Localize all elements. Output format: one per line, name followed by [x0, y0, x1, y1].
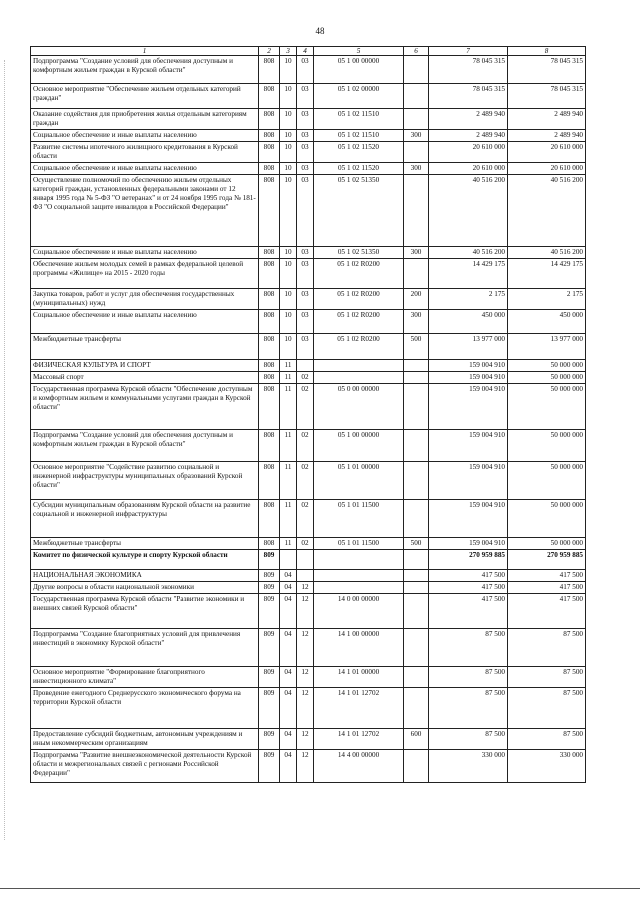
row-podrazdel: 03 [297, 259, 314, 289]
row-glava: 808 [259, 109, 280, 130]
header-cell: 6 [404, 47, 429, 56]
row-expense-type: 300 [404, 163, 429, 175]
row-expense-type [404, 175, 429, 247]
row-sum-2018: 78 045 315 [508, 84, 586, 109]
row-razdel: 10 [280, 163, 297, 175]
row-sum-2017: 159 004 910 [429, 372, 508, 384]
row-sum-2018: 40 516 200 [508, 175, 586, 247]
row-glava: 808 [259, 142, 280, 163]
row-sum-2018: 450 000 [508, 310, 586, 334]
table-row [31, 109, 586, 130]
row-podrazdel [297, 570, 314, 582]
row-expense-type [404, 372, 429, 384]
table-row [31, 430, 586, 462]
row-podrazdel: 03 [297, 130, 314, 142]
row-razdel: 10 [280, 84, 297, 109]
row-glava: 809 [259, 570, 280, 582]
row-sum-2017: 159 004 910 [429, 360, 508, 372]
row-razdel: 04 [280, 629, 297, 667]
row-name: Подпрограмма "Создание условий для обеспечения доступным и комфортным жильем граждан в Курской области" [31, 430, 259, 462]
row-target-article: 05 0 00 00000 [314, 384, 404, 430]
row-name: Государственная программа Курской области "Развитие экономики и внешних связей Курской области" [31, 594, 259, 629]
row-target-article: 14 1 01 12702 [314, 729, 404, 750]
row-sum-2017: 87 500 [429, 729, 508, 750]
row-razdel: 04 [280, 750, 297, 783]
row-name: Закупка товаров, работ и услуг для обеспечения государственных (муниципальных) нужд [31, 289, 259, 310]
row-sum-2017: 87 500 [429, 688, 508, 729]
row-target-article: 05 1 02 11510 [314, 130, 404, 142]
row-sum-2017: 87 500 [429, 667, 508, 688]
row-expense-type: 300 [404, 310, 429, 334]
table-row [31, 175, 586, 247]
row-razdel: 11 [280, 500, 297, 538]
row-glava: 808 [259, 430, 280, 462]
row-glava: 808 [259, 84, 280, 109]
row-glava: 808 [259, 538, 280, 550]
row-target-article: 05 1 01 11500 [314, 500, 404, 538]
row-razdel: 10 [280, 175, 297, 247]
row-razdel: 11 [280, 462, 297, 500]
row-podrazdel: 12 [297, 667, 314, 688]
row-podrazdel: 02 [297, 500, 314, 538]
row-target-article: 14 1 01 12702 [314, 688, 404, 729]
row-name: Социальное обеспечение и иные выплаты населению [31, 247, 259, 259]
row-sum-2017: 40 516 200 [429, 175, 508, 247]
row-glava: 808 [259, 372, 280, 384]
row-sum-2017: 159 004 910 [429, 430, 508, 462]
row-sum-2017: 2 489 940 [429, 109, 508, 130]
row-name: Основное мероприятие "Содействие развитию социальной и инженерной инфраструктуры муниципальных образований Курской области" [31, 462, 259, 500]
row-podrazdel: 03 [297, 334, 314, 360]
header-cell: 7 [429, 47, 508, 56]
row-podrazdel [297, 360, 314, 372]
row-podrazdel: 12 [297, 629, 314, 667]
row-podrazdel: 03 [297, 84, 314, 109]
row-expense-type: 500 [404, 538, 429, 550]
row-target-article [314, 372, 404, 384]
scan-bottom-rule [0, 888, 640, 889]
table-row [31, 384, 586, 430]
row-target-article [314, 582, 404, 594]
header-row [31, 47, 586, 56]
row-glava: 808 [259, 247, 280, 259]
row-razdel: 11 [280, 538, 297, 550]
row-target-article: 05 1 02 00000 [314, 84, 404, 109]
row-razdel: 04 [280, 594, 297, 629]
row-glava: 808 [259, 163, 280, 175]
table-row [31, 688, 586, 729]
row-glava: 808 [259, 289, 280, 310]
row-target-article: 05 1 02 11520 [314, 163, 404, 175]
row-glava: 808 [259, 334, 280, 360]
row-sum-2017: 78 045 315 [429, 56, 508, 84]
table-row [31, 667, 586, 688]
row-name: Основное мероприятие "Обеспечение жильем отдельных категорий граждан" [31, 84, 259, 109]
table-row [31, 594, 586, 629]
row-glava: 809 [259, 729, 280, 750]
row-name: Межбюджетные трансферты [31, 334, 259, 360]
row-expense-type [404, 750, 429, 783]
row-sum-2018: 2 175 [508, 289, 586, 310]
row-sum-2018: 417 500 [508, 594, 586, 629]
row-razdel: 04 [280, 729, 297, 750]
table-row [31, 462, 586, 500]
row-name: Осуществление полномочий по обеспечению жильем отдельных категорий граждан, установленных федеральными законами от 12 января 1995 года № 5-ФЗ "О ветеранах" и от 24 ноября 1995 года № 181-ФЗ "О социальной защите инвалидов в Российской Федерации" [31, 175, 259, 247]
row-target-article: 05 1 02 R0200 [314, 334, 404, 360]
row-expense-type: 300 [404, 130, 429, 142]
row-glava: 808 [259, 310, 280, 334]
row-name: Обеспечение жильем молодых семей в рамках федеральной целевой программы «Жилище» на 2015 - 2020 годы [31, 259, 259, 289]
table-row [31, 750, 586, 783]
row-razdel: 10 [280, 109, 297, 130]
row-name: Субсидии муниципальным образованиям Курской области на развитие социальной и инженерной инфраструктуры [31, 500, 259, 538]
row-podrazdel: 12 [297, 750, 314, 783]
row-expense-type [404, 667, 429, 688]
row-target-article: 05 1 01 00000 [314, 462, 404, 500]
row-sum-2018: 13 977 000 [508, 334, 586, 360]
row-target-article [314, 550, 404, 570]
row-sum-2017: 13 977 000 [429, 334, 508, 360]
row-expense-type: 200 [404, 289, 429, 310]
row-sum-2018: 20 610 000 [508, 142, 586, 163]
row-podrazdel: 12 [297, 688, 314, 729]
row-glava: 808 [259, 175, 280, 247]
table-row [31, 247, 586, 259]
row-name: Подпрограмма "Создание условий для обеспечения доступным и комфортным жильем граждан в Курской области" [31, 56, 259, 84]
row-name: Подпрограмма "Развитие внешнеэкономической деятельности Курской области и межрегиональных связей с регионами Российской Федерации" [31, 750, 259, 783]
row-target-article [314, 360, 404, 372]
row-sum-2018: 87 500 [508, 688, 586, 729]
row-target-article: 05 1 02 11510 [314, 109, 404, 130]
budget-table [30, 46, 586, 783]
page-number: 48 [315, 26, 325, 36]
row-expense-type [404, 570, 429, 582]
row-sum-2018: 50 000 000 [508, 500, 586, 538]
row-sum-2018: 50 000 000 [508, 462, 586, 500]
row-expense-type [404, 582, 429, 594]
row-sum-2018: 2 489 940 [508, 130, 586, 142]
row-glava: 808 [259, 500, 280, 538]
row-podrazdel: 03 [297, 163, 314, 175]
row-name: Межбюджетные трансферты [31, 538, 259, 550]
table-row [31, 538, 586, 550]
row-sum-2018: 87 500 [508, 629, 586, 667]
row-name: Предоставление субсидий бюджетным, автономным учреждениям и иным некоммерческим организациям [31, 729, 259, 750]
table-row [31, 570, 586, 582]
row-sum-2017: 2 175 [429, 289, 508, 310]
row-target-article: 05 1 02 11520 [314, 142, 404, 163]
row-expense-type [404, 56, 429, 84]
row-razdel: 10 [280, 334, 297, 360]
row-sum-2018: 2 489 940 [508, 109, 586, 130]
row-razdel: 04 [280, 582, 297, 594]
row-podrazdel: 02 [297, 462, 314, 500]
row-podrazdel: 02 [297, 384, 314, 430]
row-sum-2017: 2 489 940 [429, 130, 508, 142]
row-podrazdel: 12 [297, 729, 314, 750]
row-sum-2018: 417 500 [508, 570, 586, 582]
row-target-article: 05 1 02 R0200 [314, 289, 404, 310]
row-target-article: 14 1 00 00000 [314, 629, 404, 667]
table-row [31, 130, 586, 142]
row-target-article: 05 1 02 R0200 [314, 259, 404, 289]
row-sum-2017: 330 000 [429, 750, 508, 783]
row-expense-type: 600 [404, 729, 429, 750]
row-razdel: 11 [280, 384, 297, 430]
row-sum-2018: 20 610 000 [508, 163, 586, 175]
row-sum-2018: 330 000 [508, 750, 586, 783]
row-razdel: 11 [280, 372, 297, 384]
row-expense-type [404, 500, 429, 538]
row-sum-2018: 50 000 000 [508, 360, 586, 372]
row-expense-type [404, 462, 429, 500]
row-target-article: 14 1 01 00000 [314, 667, 404, 688]
row-target-article: 05 1 00 00000 [314, 430, 404, 462]
row-sum-2017: 159 004 910 [429, 462, 508, 500]
row-sum-2017: 159 004 910 [429, 538, 508, 550]
row-expense-type [404, 142, 429, 163]
table-row [31, 84, 586, 109]
row-expense-type [404, 594, 429, 629]
row-podrazdel: 03 [297, 109, 314, 130]
row-expense-type [404, 629, 429, 667]
row-name: Основное мероприятие "Формирование благоприятного инвестиционного климата" [31, 667, 259, 688]
table-row [31, 310, 586, 334]
row-sum-2017: 159 004 910 [429, 384, 508, 430]
row-podrazdel: 02 [297, 538, 314, 550]
row-target-article: 14 0 00 00000 [314, 594, 404, 629]
row-glava: 809 [259, 582, 280, 594]
row-podrazdel [297, 550, 314, 570]
row-podrazdel: 03 [297, 289, 314, 310]
header-cell: 8 [508, 47, 586, 56]
table-row [31, 729, 586, 750]
row-podrazdel: 03 [297, 310, 314, 334]
row-sum-2017: 78 045 315 [429, 84, 508, 109]
row-sum-2017: 87 500 [429, 629, 508, 667]
row-target-article: 14 4 00 00000 [314, 750, 404, 783]
table-row [31, 142, 586, 163]
row-expense-type: 300 [404, 247, 429, 259]
row-podrazdel: 03 [297, 56, 314, 84]
row-name: Развитие системы ипотечного жилищного кредитования в Курской области [31, 142, 259, 163]
row-sum-2017: 417 500 [429, 582, 508, 594]
row-target-article: 05 1 01 11500 [314, 538, 404, 550]
row-podrazdel: 02 [297, 372, 314, 384]
row-podrazdel: 12 [297, 582, 314, 594]
row-name: НАЦИОНАЛЬНАЯ ЭКОНОМИКА [31, 570, 259, 582]
row-name: Другие вопросы в области национальной экономики [31, 582, 259, 594]
row-expense-type [404, 688, 429, 729]
row-sum-2017: 20 610 000 [429, 142, 508, 163]
row-podrazdel: 03 [297, 142, 314, 163]
row-name: Социальное обеспечение и иные выплаты населению [31, 130, 259, 142]
row-name: Государственная программа Курской области "Обеспечение доступным и комфортным жильем и коммунальными услугами граждан в Курской области" [31, 384, 259, 430]
row-sum-2018: 417 500 [508, 582, 586, 594]
row-target-article: 05 1 02 R0200 [314, 310, 404, 334]
row-name: Оказание содействия для приобретения жилья отдельным категориям граждан [31, 109, 259, 130]
table-row [31, 259, 586, 289]
row-glava: 808 [259, 259, 280, 289]
header-cell: 4 [297, 47, 314, 56]
table-row [31, 360, 586, 372]
table-row [31, 56, 586, 84]
row-name: Социальное обеспечение и иные выплаты населению [31, 310, 259, 334]
row-sum-2018: 50 000 000 [508, 538, 586, 550]
row-name: Социальное обеспечение и иные выплаты населению [31, 163, 259, 175]
row-sum-2018: 14 429 175 [508, 259, 586, 289]
row-razdel: 10 [280, 310, 297, 334]
row-glava: 808 [259, 360, 280, 372]
row-target-article: 05 1 02 51350 [314, 247, 404, 259]
row-razdel: 11 [280, 360, 297, 372]
row-sum-2018: 87 500 [508, 667, 586, 688]
row-expense-type [404, 384, 429, 430]
row-sum-2017: 417 500 [429, 570, 508, 582]
table-row [31, 163, 586, 175]
row-glava: 809 [259, 667, 280, 688]
header-cell: 1 [31, 47, 259, 56]
row-sum-2017: 270 959 885 [429, 550, 508, 570]
row-sum-2017: 20 610 000 [429, 163, 508, 175]
row-sum-2018: 87 500 [508, 729, 586, 750]
row-sum-2017: 14 429 175 [429, 259, 508, 289]
row-name: ФИЗИЧЕСКАЯ КУЛЬТУРА И СПОРТ [31, 360, 259, 372]
row-name: Массовый спорт [31, 372, 259, 384]
row-razdel [280, 550, 297, 570]
row-target-article: 05 1 00 00000 [314, 56, 404, 84]
row-razdel: 10 [280, 130, 297, 142]
row-glava: 808 [259, 462, 280, 500]
header-cell: 2 [259, 47, 280, 56]
row-podrazdel: 03 [297, 247, 314, 259]
row-glava: 809 [259, 688, 280, 729]
header-cell: 3 [280, 47, 297, 56]
row-expense-type [404, 550, 429, 570]
table-row [31, 629, 586, 667]
row-target-article: 05 1 02 51350 [314, 175, 404, 247]
row-podrazdel: 02 [297, 430, 314, 462]
row-podrazdel: 03 [297, 175, 314, 247]
row-razdel: 11 [280, 430, 297, 462]
row-podrazdel: 12 [297, 594, 314, 629]
row-sum-2018: 78 045 315 [508, 56, 586, 84]
row-razdel: 04 [280, 570, 297, 582]
row-expense-type [404, 360, 429, 372]
row-razdel: 10 [280, 56, 297, 84]
row-glava: 809 [259, 629, 280, 667]
row-sum-2017: 159 004 910 [429, 500, 508, 538]
row-glava: 808 [259, 56, 280, 84]
row-glava: 808 [259, 130, 280, 142]
row-expense-type: 500 [404, 334, 429, 360]
table-row [31, 550, 586, 570]
row-glava: 809 [259, 550, 280, 570]
row-sum-2018: 270 959 885 [508, 550, 586, 570]
row-sum-2018: 50 000 000 [508, 384, 586, 430]
row-razdel: 10 [280, 289, 297, 310]
row-target-article [314, 570, 404, 582]
row-sum-2018: 40 516 200 [508, 247, 586, 259]
row-sum-2017: 417 500 [429, 594, 508, 629]
table-row [31, 582, 586, 594]
row-razdel: 04 [280, 688, 297, 729]
row-razdel: 10 [280, 247, 297, 259]
row-sum-2018: 50 000 000 [508, 430, 586, 462]
row-glava: 808 [259, 384, 280, 430]
row-razdel: 10 [280, 142, 297, 163]
row-expense-type [404, 430, 429, 462]
table-row [31, 500, 586, 538]
row-razdel: 10 [280, 259, 297, 289]
row-name: Проведение ежегодного Среднерусского экономического форума на территории Курской области [31, 688, 259, 729]
table-row [31, 372, 586, 384]
row-name: Комитет по физической культуре и спорту Курской области [31, 550, 259, 570]
scan-margin-line [4, 60, 6, 840]
row-expense-type [404, 84, 429, 109]
row-glava: 809 [259, 750, 280, 783]
row-sum-2017: 450 000 [429, 310, 508, 334]
header-cell: 5 [314, 47, 404, 56]
row-razdel: 04 [280, 667, 297, 688]
row-sum-2017: 40 516 200 [429, 247, 508, 259]
row-expense-type [404, 109, 429, 130]
row-glava: 809 [259, 594, 280, 629]
table-row [31, 334, 586, 360]
row-sum-2018: 50 000 000 [508, 372, 586, 384]
table-row [31, 289, 586, 310]
row-name: Подпрограмма "Создание благоприятных условий для привлечения инвестиций в экономику Курской области" [31, 629, 259, 667]
row-expense-type [404, 259, 429, 289]
